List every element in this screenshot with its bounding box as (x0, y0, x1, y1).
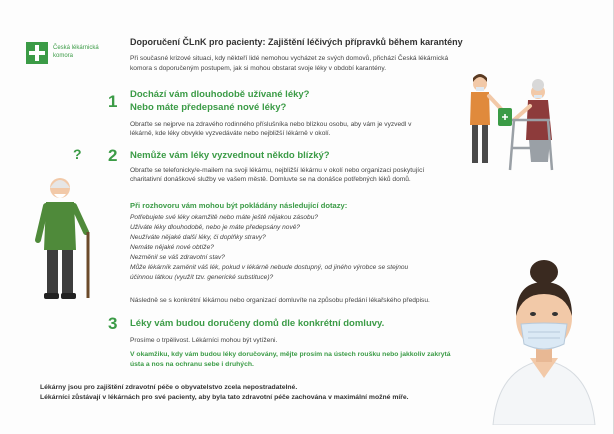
step-number-2: 2 (108, 146, 118, 165)
step-number-3: 3 (108, 314, 118, 333)
section2-heading: Nemůže vám léky vyzvednout někdo blízký? (130, 150, 330, 161)
footer (40, 383, 409, 403)
list-item: Může lékárník zaměnit váš lék, pokud v lékárně nebude dostupný, od jiného výrobce se stejnou (130, 264, 409, 271)
section3-heading: Léky vám budou doručeny domů dle konkrétní domluvy. (130, 318, 385, 329)
delivery-illustration (440, 70, 570, 180)
question-list (130, 213, 460, 283)
list-item: Nezměnil se váš zdravotní stav? (130, 254, 225, 261)
question-mark: ? (73, 146, 82, 162)
list-item: Neužíváte nějaké další léky, či doplňky stravy? (130, 234, 266, 241)
section3-warning: V okamžiku, kdy vám budou léky doručovány, mějte prosím na ústech roušku nebo jakkoliv zakrytá ústa a nos na ochranu sebe i druhých. (130, 351, 451, 368)
section1-heading-2: Nebo máte předepsané nové léky? (130, 102, 287, 113)
list-item: Potřebujete své léky okamžitě nebo máte ještě nějakou zásobu? (130, 214, 319, 221)
section1-heading-1: Dochází vám dlouhodobě užívané léky? (130, 89, 310, 100)
pharmacy-cross-icon (26, 42, 48, 64)
intro-text: Při současné krizové situaci, kdy někteří lidé nemohou vycházet ze svých domovů, přichází Česká lékárnická komora s doporučeným postupem, jak si mohou obstarat svoje léky v období karantény. (130, 55, 449, 72)
logo-org-name: Česká lékárnická komora (53, 45, 99, 59)
section1-text: Obraťte se nejprve na zdravého rodinného příslušníka nebo blízkou osobu, aby vám je vyzvedl v lékárně, kde léky obvykle vyzvedáváte nebo nejbližší lékárně v okolí. (130, 121, 412, 138)
page-title: Doporučení ČLnK pro pacienty: Zajištění léčivých přípravků během karantény (130, 37, 463, 47)
section2-text: Obraťte se telefonicky/e-mailem na svoji lékárnu, nejbližší lékárnu v okolí nebo organizaci poskytující charitativní donáškové služby ve vašem městě. Domluvte se na donášce potřebných léků domů. (130, 167, 425, 184)
footer-line-2: Lékárníci zůstávají v lékárnách pro své pacienty, aby byla tato zdravotní péče zachována v maximální možné míře. (40, 394, 409, 401)
list-item: Nemáte nějaké nové obtíže? (130, 244, 214, 251)
pharmacist-illustration (488, 250, 600, 425)
section3-text: Prosíme o trpělivost. Lékárníci mohou být vytíženi. (130, 337, 278, 344)
chamber-logo (26, 42, 116, 72)
footer-line-1: Lékárny jsou pro zajištění zdravotní péče o obyvatelstvo zcela nepostradatelné. (40, 384, 298, 391)
step-number-1: 1 (108, 92, 118, 111)
elderly-man-illustration (30, 170, 100, 305)
list-item: účinnou látkou (využít tzv. generické substituce)? (130, 274, 274, 281)
section2-subheading: Při rozhovoru vám mohou být pokládány následující dotazy: (130, 201, 348, 210)
section2-after: Následně se s konkrétní lékárnou nebo organizací domluvíte na způsobu předání lékařského předpisu. (130, 297, 430, 304)
list-item: Užíváte léky dlouhodobě, nebo je máte předepsány nově? (130, 224, 301, 231)
